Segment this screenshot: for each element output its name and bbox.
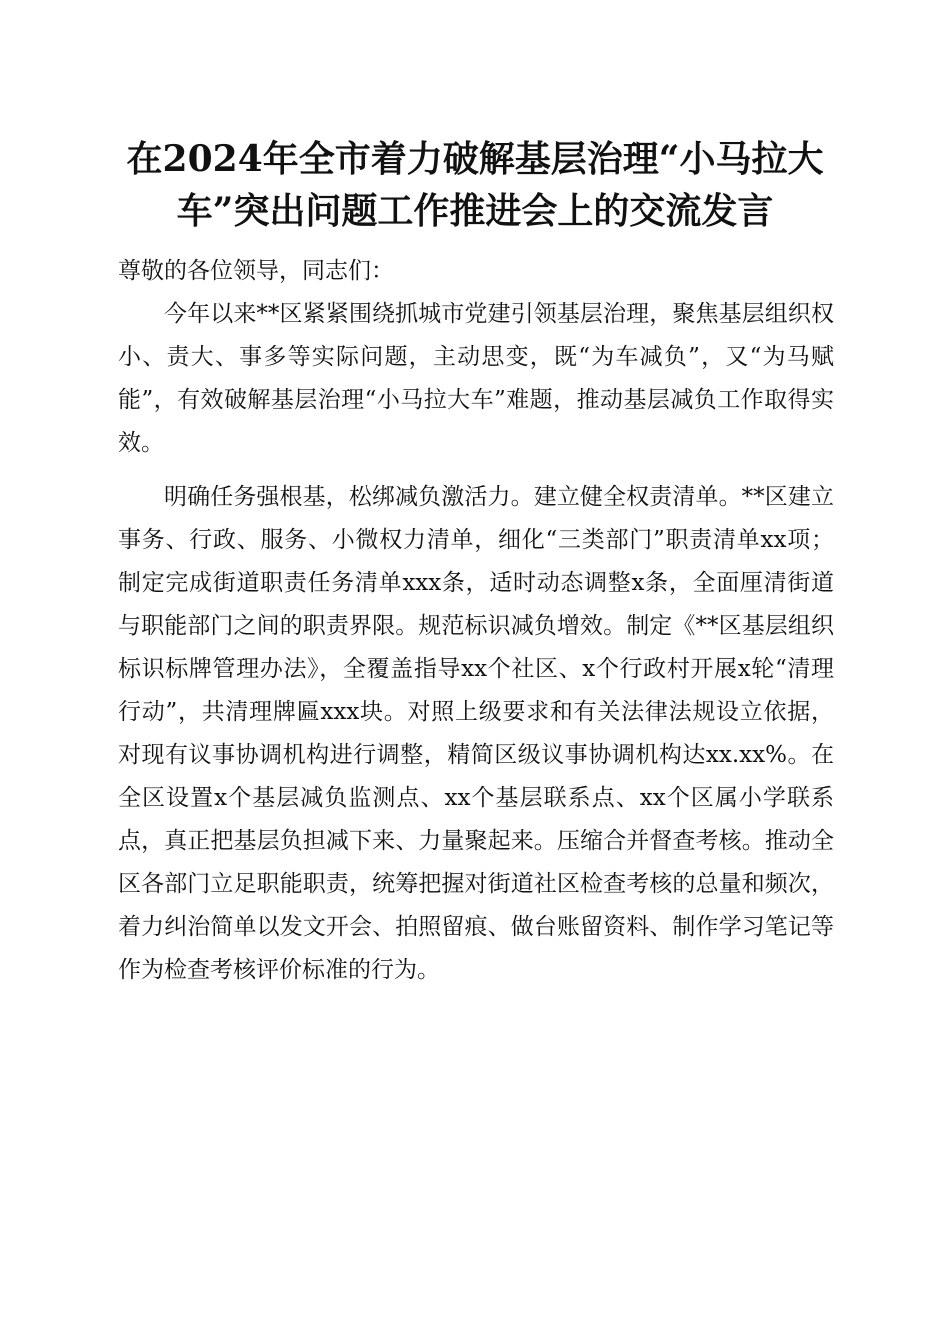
document-title bbox=[110, 133, 840, 237]
document-body bbox=[118, 250, 834, 992]
salutation: 尊敬的各位领导，同志们： bbox=[118, 258, 394, 284]
title-line-1: 在2024年全市着力破解基层治理“小马拉大 bbox=[126, 138, 824, 180]
paragraph-measures: 明确任务强根基，松绑减负激活力。建立健全权责清单。**区建立事务、行政、服务、小微权力清单，细化“三类部门”职责清单xx项；制定完成街道职责任务清单xxx条，适时动态调整x条，全面厘清街道与职能部门之间的职责界限。规范标识减负增效。制定《**区基层组织标识标牌管理办法》，全覆盖指导xx个社区、x个行政村开展x轮“清理行动”，共清理牌匾xxx块。对照上级要求和有关法律法规设立依据，对现有议事协调机构进行调整，精简区级议事协调机构达xx.xx%。在全区设置x个基层减负监测点、xx个基层联系点、xx个区属小学联系点，真正把基层负担减下来、力量聚起来。压缩合并督查考核。推动全区各部门立足职能职责，统筹把握对街道社区检查考核的总量和频次，着力纠治简单以发文开会、拍照留痕、做台账留资料、制作学习笔记等作为检查考核评价标准的行为。 bbox=[118, 484, 834, 983]
paragraph-intro: 今年以来**区紧紧围绕抓城市党建引领基层治理，聚焦基层组织权小、责大、事多等实际问题，主动思变，既“为车减负”，又“为马赋能”，有效破解基层治理“小马拉大车”难题，推动基层减负工作取得实效。 bbox=[118, 301, 834, 456]
title-line-2: 车”突出问题工作推进会上的交流发言 bbox=[176, 190, 774, 232]
